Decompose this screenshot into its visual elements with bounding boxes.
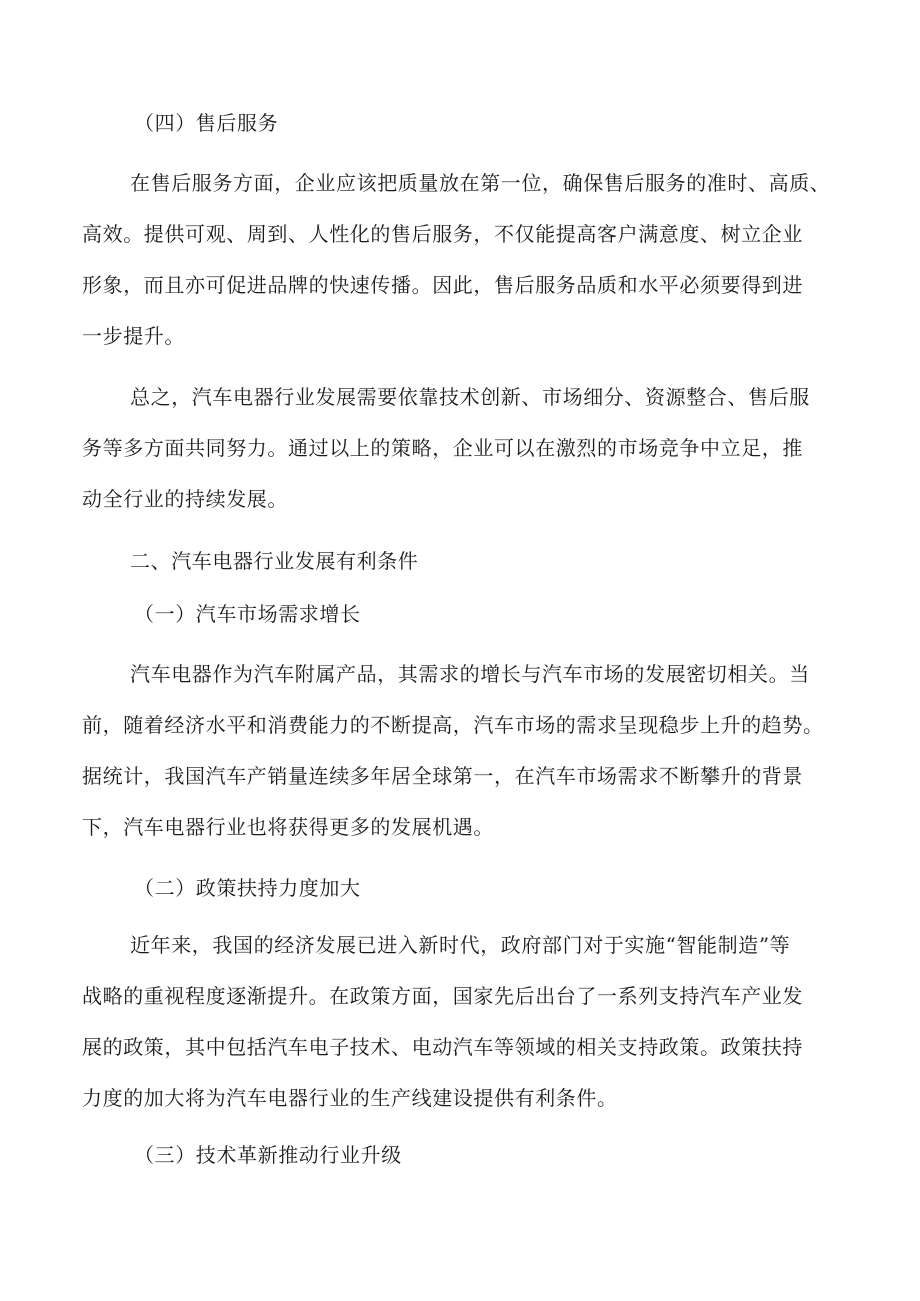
paragraph-line: 总之，汽车电器行业发展需要依靠技术创新、市场细分、资源整合、售后服 xyxy=(130,385,810,409)
subsection-heading-policy-support: （二）政策扶持力度加大 xyxy=(134,876,361,900)
section-heading-after-sales: （四）售后服务 xyxy=(134,111,279,135)
subsection-heading-tech-innovation: （三）技术革新推动行业升级 xyxy=(134,1143,402,1167)
paragraph-line: 展的政策，其中包括汽车电子技术、电动汽车等领域的相关支持政策。政策扶持 xyxy=(82,1035,803,1059)
paragraph-line: 高效。提供可观、周到、人性化的售后服务，不仅能提高客户满意度、树立企业 xyxy=(82,222,803,246)
paragraph-line: 近年来，我国的经济发展已进入新时代，政府部门对于实施“智能制造”等 xyxy=(130,933,791,957)
subsection-heading-market-demand: （一）汽车市场需求增长 xyxy=(134,602,361,626)
paragraph-line: 下，汽车电器行业也将获得更多的发展机遇。 xyxy=(82,815,494,839)
section-heading-favorable-conditions: 二、汽车电器行业发展有利条件 xyxy=(130,549,419,573)
paragraph-line: 形象，而且亦可促进品牌的快速传播。因此，售后服务品质和水平必须要得到进 xyxy=(82,273,803,297)
paragraph-line: 一步提升。 xyxy=(82,324,185,348)
paragraph-line: 力度的加大将为汽车电器行业的生产线建设提供有利条件。 xyxy=(82,1086,618,1110)
paragraph-line: 据统计，我国汽车产销量连续多年居全球第一，在汽车市场需求不断攀升的背景 xyxy=(82,764,803,788)
paragraph-line: 在售后服务方面，企业应该把质量放在第一位，确保售后服务的准时、高质、 xyxy=(130,171,831,195)
paragraph-line: 前，随着经济水平和消费能力的不断提高，汽车市场的需求呈现稳步上升的趋势。 xyxy=(82,713,824,737)
paragraph-line: 务等多方面共同努力。通过以上的策略，企业可以在激烈的市场竞争中立足，推 xyxy=(82,436,803,460)
paragraph-line: 动全行业的持续发展。 xyxy=(82,487,288,511)
paragraph-line: 战略的重视程度逐渐提升。在政策方面，国家先后出台了一系列支持汽车产业发 xyxy=(82,984,803,1008)
paragraph-line: 汽车电器作为汽车附属产品，其需求的增长与汽车市场的发展密切相关。当 xyxy=(130,662,810,686)
